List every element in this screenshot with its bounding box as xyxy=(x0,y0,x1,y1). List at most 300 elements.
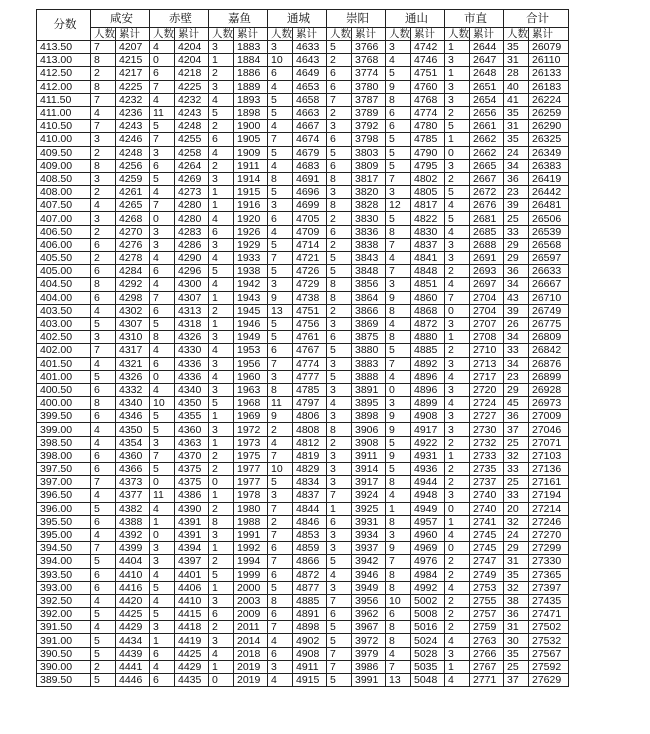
cumulative-cell: 4751 xyxy=(411,67,445,80)
cumulative-cell: 4283 xyxy=(175,225,209,238)
cumulative-cell: 2647 xyxy=(470,54,504,67)
count-cell: 5 xyxy=(150,608,175,621)
cumulative-cell: 4877 xyxy=(293,581,327,594)
count-cell: 4 xyxy=(91,199,116,212)
count-cell: 8 xyxy=(386,515,411,528)
cumulative-cell: 4326 xyxy=(175,331,209,344)
count-cell: 3 xyxy=(327,410,352,423)
cumulative-cell: 4699 xyxy=(293,199,327,212)
count-cell: 4 xyxy=(445,397,470,410)
table-row xyxy=(37,304,569,317)
count-cell: 5 xyxy=(209,106,234,119)
cumulative-cell: 4270 xyxy=(116,225,150,238)
count-cell: 2 xyxy=(445,172,470,185)
score-cell: 394.50 xyxy=(37,542,91,555)
count-cell: 6 xyxy=(268,344,293,357)
cumulative-cell: 4885 xyxy=(293,594,327,607)
cumulative-cell: 4911 xyxy=(293,660,327,673)
cumulative-cell: 2755 xyxy=(470,594,504,607)
cumulative-cell: 4866 xyxy=(293,555,327,568)
count-cell: 0 xyxy=(445,146,470,159)
count-cell: 9 xyxy=(268,291,293,304)
score-cell: 404.00 xyxy=(37,291,91,304)
table-row xyxy=(37,674,569,687)
count-cell: 2 xyxy=(209,120,234,133)
table-row xyxy=(37,555,569,568)
count-cell: 2 xyxy=(445,568,470,581)
cumulative-cell: 4350 xyxy=(116,423,150,436)
count-cell: 6 xyxy=(327,515,352,528)
cumulative-cell: 4360 xyxy=(175,423,209,436)
subheader-count: 人数 xyxy=(209,28,234,41)
table-row xyxy=(37,186,569,199)
score-cell: 412.50 xyxy=(37,67,91,80)
cumulative-cell: 2685 xyxy=(470,225,504,238)
table-row xyxy=(37,594,569,607)
count-cell: 11 xyxy=(150,489,175,502)
count-cell: 33 xyxy=(504,463,529,476)
cumulative-cell: 27103 xyxy=(529,449,569,462)
cumulative-cell: 4976 xyxy=(411,555,445,568)
cumulative-cell: 26633 xyxy=(529,265,569,278)
count-cell: 3 xyxy=(445,93,470,106)
cumulative-cell: 4822 xyxy=(411,212,445,225)
count-cell: 6 xyxy=(327,67,352,80)
cumulative-cell: 4846 xyxy=(293,515,327,528)
cumulative-cell: 3883 xyxy=(352,357,386,370)
cumulative-cell: 4278 xyxy=(116,252,150,265)
count-cell: 5 xyxy=(150,172,175,185)
count-cell: 6 xyxy=(150,265,175,278)
score-cell: 401.00 xyxy=(37,370,91,383)
cumulative-cell: 3766 xyxy=(352,41,386,54)
count-cell: 4 xyxy=(150,41,175,54)
count-cell: 30 xyxy=(504,634,529,647)
count-cell: 5 xyxy=(386,212,411,225)
cumulative-cell: 4819 xyxy=(293,449,327,462)
cumulative-cell: 4232 xyxy=(116,93,150,106)
cumulative-cell: 4355 xyxy=(175,410,209,423)
count-cell: 7 xyxy=(386,238,411,251)
count-cell: 37 xyxy=(504,674,529,687)
count-cell: 7 xyxy=(268,449,293,462)
district-header-chibi: 赤壁 xyxy=(150,10,209,28)
count-cell: 3 xyxy=(386,278,411,291)
count-cell: 33 xyxy=(504,344,529,357)
count-cell: 35 xyxy=(504,568,529,581)
count-cell: 4 xyxy=(445,528,470,541)
count-cell: 5 xyxy=(386,344,411,357)
cumulative-cell: 4705 xyxy=(293,212,327,225)
score-cell: 391.50 xyxy=(37,621,91,634)
cumulative-cell: 2651 xyxy=(470,80,504,93)
count-cell: 3 xyxy=(386,41,411,54)
count-cell: 3 xyxy=(445,383,470,396)
cumulative-cell: 4439 xyxy=(116,647,150,660)
cumulative-cell: 4633 xyxy=(293,41,327,54)
count-cell: 8 xyxy=(386,634,411,647)
score-cell: 397.50 xyxy=(37,463,91,476)
cumulative-cell: 2662 xyxy=(470,146,504,159)
cumulative-cell: 4643 xyxy=(293,54,327,67)
count-cell: 3 xyxy=(209,80,234,93)
subheader-count: 人数 xyxy=(91,28,116,41)
count-cell: 35 xyxy=(504,647,529,660)
count-cell: 33 xyxy=(504,489,529,502)
cumulative-cell: 4248 xyxy=(175,120,209,133)
count-cell: 0 xyxy=(150,212,175,225)
count-cell: 4 xyxy=(386,489,411,502)
cumulative-cell: 1900 xyxy=(234,120,268,133)
cumulative-cell: 4658 xyxy=(293,93,327,106)
cumulative-cell: 26775 xyxy=(529,317,569,330)
district-header-jiayu: 嘉鱼 xyxy=(209,10,268,28)
table-row xyxy=(37,621,569,634)
cumulative-cell: 1977 xyxy=(234,476,268,489)
cumulative-cell: 26349 xyxy=(529,146,569,159)
cumulative-cell: 3864 xyxy=(352,291,386,304)
count-cell: 6 xyxy=(209,133,234,146)
cumulative-cell: 3803 xyxy=(352,146,386,159)
count-cell: 8 xyxy=(327,291,352,304)
count-cell: 37 xyxy=(504,423,529,436)
count-cell: 23 xyxy=(504,370,529,383)
count-cell: 1 xyxy=(209,542,234,555)
count-cell: 25 xyxy=(504,660,529,673)
subheader-count: 人数 xyxy=(268,28,293,41)
count-cell: 3 xyxy=(150,146,175,159)
cumulative-cell: 4280 xyxy=(175,212,209,225)
count-cell: 1 xyxy=(445,331,470,344)
cumulative-cell: 26259 xyxy=(529,106,569,119)
cumulative-cell: 2733 xyxy=(470,449,504,462)
count-cell: 39 xyxy=(504,304,529,317)
cumulative-cell: 1889 xyxy=(234,80,268,93)
count-cell: 6 xyxy=(150,159,175,172)
cumulative-cell: 4340 xyxy=(116,397,150,410)
cumulative-cell: 26710 xyxy=(529,291,569,304)
count-cell: 2 xyxy=(445,265,470,278)
count-cell: 6 xyxy=(150,647,175,660)
cumulative-cell: 27161 xyxy=(529,476,569,489)
count-cell: 40 xyxy=(504,80,529,93)
cumulative-cell: 4313 xyxy=(175,304,209,317)
cumulative-cell: 3888 xyxy=(352,370,386,383)
cumulative-cell: 4949 xyxy=(411,502,445,515)
cumulative-cell: 5002 xyxy=(411,594,445,607)
count-cell: 3 xyxy=(386,186,411,199)
count-cell: 8 xyxy=(327,423,352,436)
cumulative-cell: 2745 xyxy=(470,542,504,555)
count-cell: 5 xyxy=(268,476,293,489)
cumulative-cell: 1972 xyxy=(234,423,268,436)
count-cell: 3 xyxy=(91,331,116,344)
cumulative-cell: 2656 xyxy=(470,106,504,119)
count-cell: 29 xyxy=(504,383,529,396)
count-cell: 3 xyxy=(445,423,470,436)
cumulative-cell: 4336 xyxy=(175,357,209,370)
count-cell: 3 xyxy=(209,238,234,251)
cumulative-cell: 4225 xyxy=(116,80,150,93)
count-cell: 25 xyxy=(504,476,529,489)
count-cell: 2 xyxy=(445,106,470,119)
count-cell: 5 xyxy=(150,463,175,476)
cumulative-cell: 26079 xyxy=(529,41,569,54)
count-cell: 45 xyxy=(504,397,529,410)
count-cell: 1 xyxy=(209,410,234,423)
cumulative-cell: 1914 xyxy=(234,172,268,185)
count-cell: 5 xyxy=(386,133,411,146)
table-row xyxy=(37,423,569,436)
cumulative-cell: 2691 xyxy=(470,252,504,265)
cumulative-cell: 4310 xyxy=(116,331,150,344)
cumulative-cell: 4276 xyxy=(116,238,150,251)
table-row xyxy=(37,252,569,265)
cumulative-cell: 4418 xyxy=(175,621,209,634)
cumulative-cell: 4218 xyxy=(175,67,209,80)
count-cell: 8 xyxy=(386,581,411,594)
cumulative-cell: 26928 xyxy=(529,383,569,396)
count-cell: 29 xyxy=(504,252,529,265)
count-cell: 28 xyxy=(504,67,529,80)
count-cell: 5 xyxy=(268,265,293,278)
cumulative-cell: 4391 xyxy=(175,528,209,541)
count-cell: 1 xyxy=(445,133,470,146)
count-cell: 5 xyxy=(91,370,116,383)
cumulative-cell: 4217 xyxy=(116,67,150,80)
cumulative-cell: 3780 xyxy=(352,80,386,93)
cumulative-cell: 4397 xyxy=(175,555,209,568)
cumulative-cell: 2707 xyxy=(470,317,504,330)
cumulative-cell: 1973 xyxy=(234,436,268,449)
count-cell: 6 xyxy=(91,568,116,581)
cumulative-cell: 4382 xyxy=(116,502,150,515)
count-cell: 5 xyxy=(327,146,352,159)
cumulative-cell: 4898 xyxy=(293,621,327,634)
cumulative-cell: 26899 xyxy=(529,370,569,383)
count-cell: 1 xyxy=(209,660,234,673)
cumulative-cell: 27194 xyxy=(529,489,569,502)
count-cell: 7 xyxy=(268,621,293,634)
cumulative-cell: 4204 xyxy=(175,54,209,67)
cumulative-cell: 26809 xyxy=(529,331,569,344)
subheader-cumulative: 累计 xyxy=(470,28,504,41)
cumulative-cell: 4880 xyxy=(411,331,445,344)
count-cell: 11 xyxy=(150,106,175,119)
score-cell: 393.50 xyxy=(37,568,91,581)
cumulative-cell: 3838 xyxy=(352,238,386,251)
count-cell: 2 xyxy=(445,608,470,621)
cumulative-cell: 26442 xyxy=(529,186,569,199)
cumulative-cell: 1945 xyxy=(234,304,268,317)
count-cell: 7 xyxy=(91,120,116,133)
cumulative-cell: 4406 xyxy=(175,581,209,594)
score-cell: 398.50 xyxy=(37,436,91,449)
score-cell: 407.50 xyxy=(37,199,91,212)
count-cell: 0 xyxy=(150,370,175,383)
cumulative-cell: 27532 xyxy=(529,634,569,647)
cumulative-cell: 4259 xyxy=(116,172,150,185)
cumulative-cell: 4425 xyxy=(116,608,150,621)
count-cell: 43 xyxy=(504,291,529,304)
count-cell: 2 xyxy=(268,423,293,436)
cumulative-cell: 1943 xyxy=(234,291,268,304)
cumulative-cell: 2019 xyxy=(234,674,268,687)
count-cell: 3 xyxy=(327,449,352,462)
cumulative-cell: 4280 xyxy=(175,199,209,212)
count-cell: 35 xyxy=(504,133,529,146)
cumulative-cell: 4268 xyxy=(116,212,150,225)
score-cell: 409.50 xyxy=(37,146,91,159)
count-cell: 6 xyxy=(327,159,352,172)
count-cell: 2 xyxy=(327,54,352,67)
count-cell: 3 xyxy=(209,528,234,541)
count-cell: 36 xyxy=(504,410,529,423)
count-cell: 4 xyxy=(268,80,293,93)
count-cell: 2 xyxy=(445,476,470,489)
score-cell: 403.00 xyxy=(37,317,91,330)
table-row xyxy=(37,80,569,93)
count-cell: 2 xyxy=(91,67,116,80)
count-cell: 3 xyxy=(445,647,470,660)
count-cell: 32 xyxy=(504,515,529,528)
cumulative-cell: 1905 xyxy=(234,133,268,146)
count-cell: 6 xyxy=(327,608,352,621)
score-cell: 406.50 xyxy=(37,225,91,238)
count-cell: 3 xyxy=(327,528,352,541)
count-cell: 4 xyxy=(209,278,234,291)
count-cell: 3 xyxy=(386,397,411,410)
cumulative-cell: 4795 xyxy=(411,159,445,172)
cumulative-cell: 1946 xyxy=(234,317,268,330)
cumulative-cell: 4984 xyxy=(411,568,445,581)
cumulative-cell: 4746 xyxy=(411,54,445,67)
cumulative-cell: 2759 xyxy=(470,621,504,634)
score-cell: 396.00 xyxy=(37,502,91,515)
cumulative-cell: 3869 xyxy=(352,317,386,330)
count-cell: 0 xyxy=(445,502,470,515)
table-row xyxy=(37,449,569,462)
table-row xyxy=(37,515,569,528)
cumulative-cell: 3942 xyxy=(352,555,386,568)
cumulative-cell: 2740 xyxy=(470,489,504,502)
count-cell: 6 xyxy=(268,67,293,80)
cumulative-cell: 1994 xyxy=(234,555,268,568)
count-cell: 4 xyxy=(150,344,175,357)
cumulative-cell: 4837 xyxy=(411,238,445,251)
count-cell: 8 xyxy=(386,331,411,344)
count-cell: 5 xyxy=(91,555,116,568)
district-header-tongcheng: 通城 xyxy=(268,10,327,28)
table-row xyxy=(37,133,569,146)
count-cell: 7 xyxy=(386,265,411,278)
cumulative-cell: 4446 xyxy=(116,674,150,687)
count-cell: 4 xyxy=(268,120,293,133)
cumulative-cell: 4872 xyxy=(293,568,327,581)
cumulative-cell: 4969 xyxy=(411,542,445,555)
table-row xyxy=(37,146,569,159)
count-cell: 7 xyxy=(268,133,293,146)
cumulative-cell: 2648 xyxy=(470,67,504,80)
cumulative-cell: 4435 xyxy=(175,674,209,687)
cumulative-cell: 3908 xyxy=(352,436,386,449)
cumulative-cell: 3898 xyxy=(352,410,386,423)
count-cell: 4 xyxy=(445,674,470,687)
cumulative-cell: 1909 xyxy=(234,146,268,159)
cumulative-cell: 27365 xyxy=(529,568,569,581)
count-cell: 2 xyxy=(327,106,352,119)
cumulative-cell: 3986 xyxy=(352,660,386,673)
count-cell: 4 xyxy=(268,436,293,449)
count-cell: 33 xyxy=(504,225,529,238)
count-cell: 7 xyxy=(91,41,116,54)
table-row xyxy=(37,647,569,660)
cumulative-cell: 2697 xyxy=(470,278,504,291)
count-cell: 4 xyxy=(91,621,116,634)
count-cell: 4 xyxy=(445,278,470,291)
count-cell: 32 xyxy=(504,581,529,594)
cumulative-cell: 4360 xyxy=(116,449,150,462)
cumulative-cell: 3866 xyxy=(352,304,386,317)
count-cell: 4 xyxy=(268,159,293,172)
cumulative-cell: 4860 xyxy=(411,291,445,304)
cumulative-cell: 4760 xyxy=(411,80,445,93)
cumulative-cell: 3991 xyxy=(352,674,386,687)
count-cell: 20 xyxy=(504,502,529,515)
count-cell: 4 xyxy=(91,528,116,541)
cumulative-cell: 26290 xyxy=(529,120,569,133)
cumulative-cell: 1884 xyxy=(234,54,268,67)
cumulative-cell: 2000 xyxy=(234,581,268,594)
cumulative-cell: 3828 xyxy=(352,199,386,212)
cumulative-cell: 1988 xyxy=(234,515,268,528)
count-cell: 3 xyxy=(209,634,234,647)
cumulative-cell: 4269 xyxy=(175,172,209,185)
table-row xyxy=(37,383,569,396)
count-cell: 25 xyxy=(504,436,529,449)
count-cell: 8 xyxy=(327,278,352,291)
cumulative-cell: 4837 xyxy=(293,489,327,502)
count-cell: 4 xyxy=(150,93,175,106)
count-cell: 7 xyxy=(386,357,411,370)
cumulative-cell: 3774 xyxy=(352,67,386,80)
count-cell: 3 xyxy=(327,542,352,555)
count-cell: 9 xyxy=(386,291,411,304)
cumulative-cell: 1991 xyxy=(234,528,268,541)
score-cell: 404.50 xyxy=(37,278,91,291)
cumulative-cell: 27471 xyxy=(529,608,569,621)
cumulative-cell: 4390 xyxy=(175,502,209,515)
count-cell: 24 xyxy=(504,528,529,541)
count-cell: 5 xyxy=(268,581,293,594)
count-cell: 3 xyxy=(209,357,234,370)
count-cell: 2 xyxy=(209,502,234,515)
count-cell: 36 xyxy=(504,265,529,278)
count-cell: 3 xyxy=(445,159,470,172)
count-cell: 3 xyxy=(91,133,116,146)
count-cell: 5 xyxy=(91,674,116,687)
score-cell: 391.00 xyxy=(37,634,91,647)
count-cell: 7 xyxy=(268,528,293,541)
cumulative-cell: 4292 xyxy=(116,278,150,291)
cumulative-cell: 4859 xyxy=(293,542,327,555)
cumulative-cell: 1969 xyxy=(234,410,268,423)
cumulative-cell: 4373 xyxy=(116,476,150,489)
cumulative-cell: 4394 xyxy=(175,542,209,555)
cumulative-cell: 4326 xyxy=(116,370,150,383)
score-cell: 402.50 xyxy=(37,331,91,344)
cumulative-cell: 1949 xyxy=(234,331,268,344)
